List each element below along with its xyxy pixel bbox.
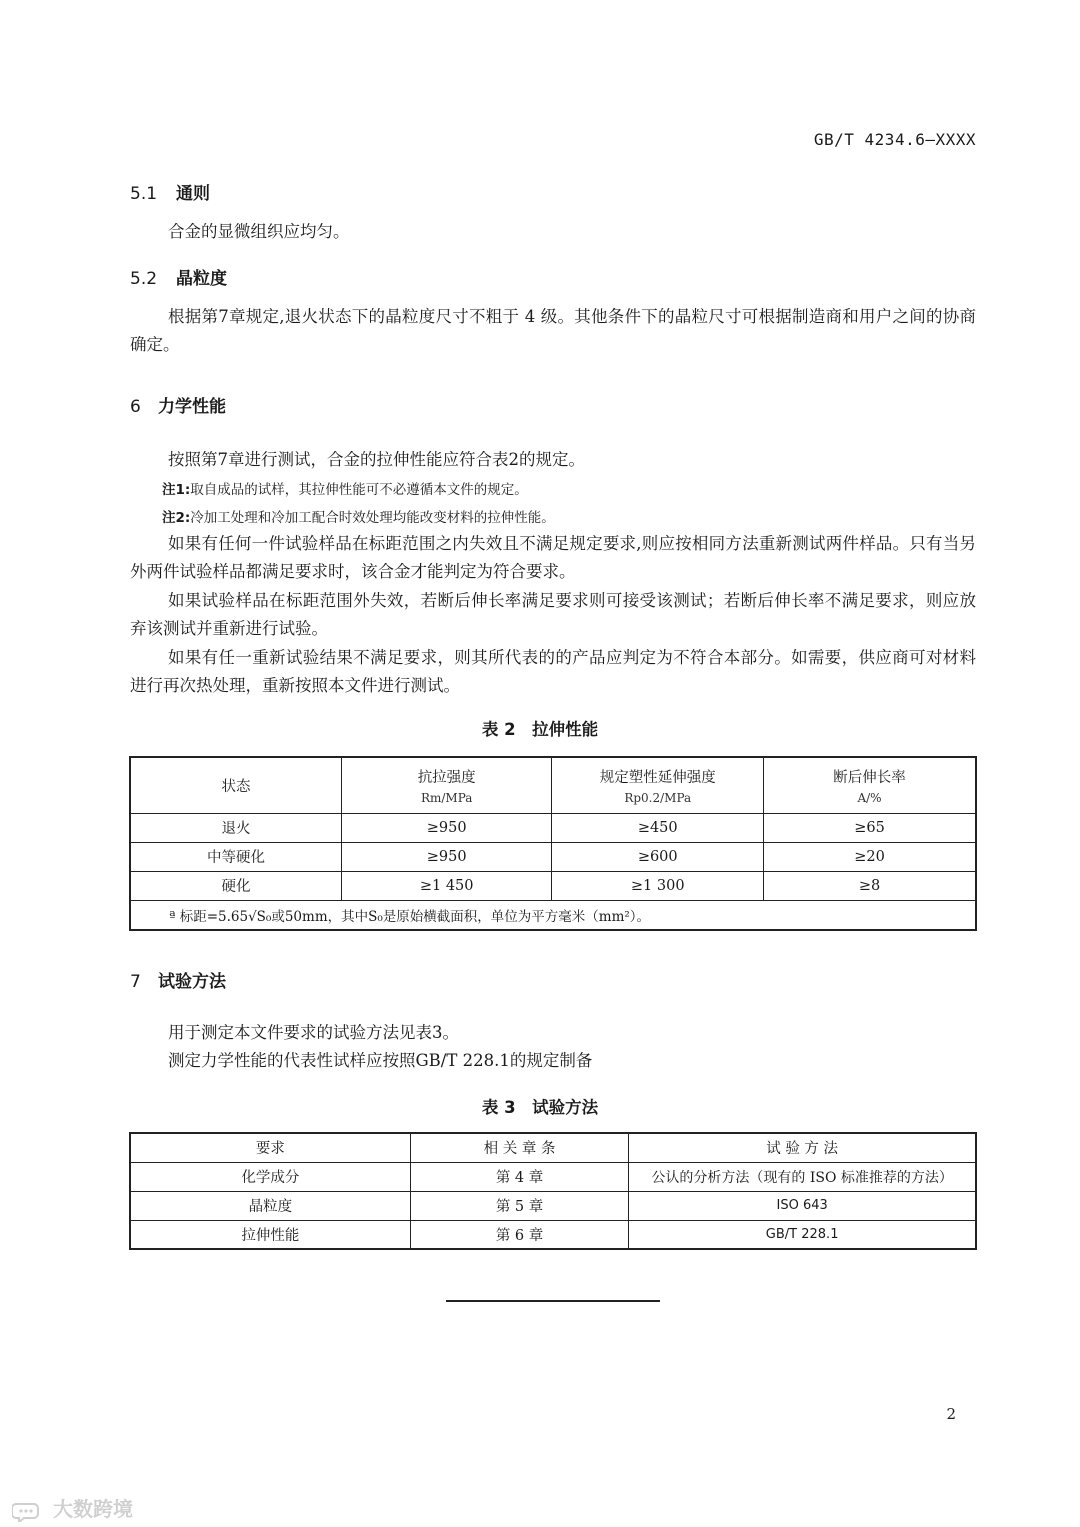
cell-rp: ≥1 300: [552, 871, 764, 900]
cell-state: 中等硬化: [130, 842, 341, 871]
table-3-caption: 表 3 试验方法: [481, 1098, 599, 1117]
note-label: 注1:: [162, 482, 191, 498]
section-number: 6: [130, 397, 141, 417]
cell-state: 退火: [130, 813, 341, 842]
section-number: 5.1: [130, 184, 158, 204]
section-number: 5.2: [130, 269, 158, 289]
cell-rm: ≥1 450: [341, 871, 552, 900]
end-rule: [446, 1300, 660, 1302]
cell-a: ≥65: [764, 813, 976, 842]
header-label: 抗拉强度: [417, 769, 476, 786]
section-6-para-3: 如果有任一重新试验结果不满足要求，则其所代表的的产品应判定为不符合本部分。如需要，供应商可对材料进行再次热处理，重新按照本文件进行测试。: [130, 648, 976, 695]
cell-state: 硬化: [130, 871, 341, 900]
cell-method: 公认的分析方法（现有的 ISO 标准推荐的方法）: [629, 1162, 976, 1191]
header-label: 断后伸长率: [833, 769, 906, 786]
table-2-caption: 表 2 拉伸性能: [481, 720, 599, 739]
section-title: 晶粒度: [176, 269, 227, 289]
header-label: 规定塑性延伸强度: [599, 769, 716, 786]
section-6-para-2: 如果试验样品在标距范围外失效，若断后伸长率满足要求则可接受该测试；若断后伸长率不满足要求，则应放弃该测试并重新进行试验。: [130, 591, 976, 638]
header-cell: 要求: [130, 1133, 410, 1162]
section-5-1-heading: [130, 179, 210, 204]
section-7-heading: [130, 967, 226, 992]
note-2: [162, 506, 555, 526]
cell-requirement: 化学成分: [130, 1162, 410, 1191]
cell-method: ISO 643: [629, 1191, 976, 1220]
section-7-line-1: 用于测定本文件要求的试验方法见表3。: [168, 1023, 459, 1042]
cell-a: ≥20: [764, 842, 976, 871]
cell-clause: 第 6 章: [410, 1220, 628, 1249]
section-5-2-body: 根据第7章规定,退火状态下的晶粒度尺寸不粗于 4 级。其他条件下的晶粒尺寸可根据制造商和用户之间的协商确定。: [130, 307, 976, 354]
cell-rm: ≥950: [341, 842, 552, 871]
table-footnote-row: [130, 900, 976, 930]
header-unit: A/%: [857, 790, 882, 805]
cell-clause: 第 5 章: [410, 1191, 628, 1220]
cell-rp: ≥600: [552, 842, 764, 871]
header-unit: Rm/MPa: [420, 790, 473, 805]
note-text: 冷加工处理和冷加工配合时效处理均能改变材料的拉伸性能。: [190, 510, 555, 526]
header-cell: [341, 757, 552, 813]
table-row: [130, 813, 976, 842]
note-text: 取自成品的试样，其拉伸性能可不必遵循本文件的规定。: [190, 482, 528, 498]
cell-method: GB/T 228.1: [629, 1220, 976, 1249]
cell-requirement: 晶粒度: [130, 1191, 410, 1220]
section-5-1-body: 合金的显微组织应均匀。: [168, 222, 350, 241]
section-title: 力学性能: [158, 397, 226, 417]
section-6-heading: [130, 392, 226, 417]
note-1: [162, 478, 528, 498]
test-methods-table: [129, 1132, 977, 1250]
cell-rm: ≥950: [341, 813, 552, 842]
section-title: 通则: [176, 184, 210, 204]
section-6-intro: 按照第7章进行测试，合金的拉伸性能应符合表2的规定。: [168, 450, 585, 469]
header-cell: 相 关 章 条: [410, 1133, 628, 1162]
page-number: 2: [946, 1405, 956, 1423]
table-row: [130, 1162, 976, 1191]
section-6-para-1: 如果有任何一件试验样品在标距范围之内失效且不满足规定要求,则应按相同方法重新测试两件样品。只有当另外两件试验样品都满足要求时，该合金才能判定为符合要求。: [130, 534, 976, 581]
header-cell: [552, 757, 764, 813]
header-cell: 试 验 方 法: [629, 1133, 976, 1162]
section-7-line-2: 测定力学性能的代表性试样应按照GB/T 228.1的规定制备: [168, 1051, 593, 1070]
section-number: 7: [130, 972, 141, 992]
document-id: GB/T 4234.6—XXXX: [813, 130, 976, 149]
section-title: 试验方法: [158, 972, 226, 992]
table-row: [130, 871, 976, 900]
watermark-text: 大数跨境: [52, 1497, 133, 1521]
table-header-row: [130, 757, 976, 813]
cell-a: ≥8: [764, 871, 976, 900]
tensile-properties-table: [129, 756, 977, 931]
watermark: [12, 1493, 133, 1522]
header-cell: [764, 757, 976, 813]
note-label: 注2:: [162, 510, 191, 526]
table-row: [130, 1220, 976, 1249]
chat-bubble-icon: [12, 1500, 46, 1522]
table-header-row: [130, 1133, 976, 1162]
cell-rp: ≥450: [552, 813, 764, 842]
cell-requirement: 拉伸性能: [130, 1220, 410, 1249]
table-row: [130, 1191, 976, 1220]
table-row: [130, 842, 976, 871]
header-unit: Rp0.2/MPa: [624, 790, 692, 805]
section-5-2-heading: [130, 264, 227, 289]
header-cell: 状态: [130, 757, 341, 813]
cell-clause: 第 4 章: [410, 1162, 628, 1191]
table-footnote: ª 标距=5.65√S₀或50mm，其中S₀是原始横截面积，单位为平方毫米（mm²）。: [130, 900, 976, 930]
